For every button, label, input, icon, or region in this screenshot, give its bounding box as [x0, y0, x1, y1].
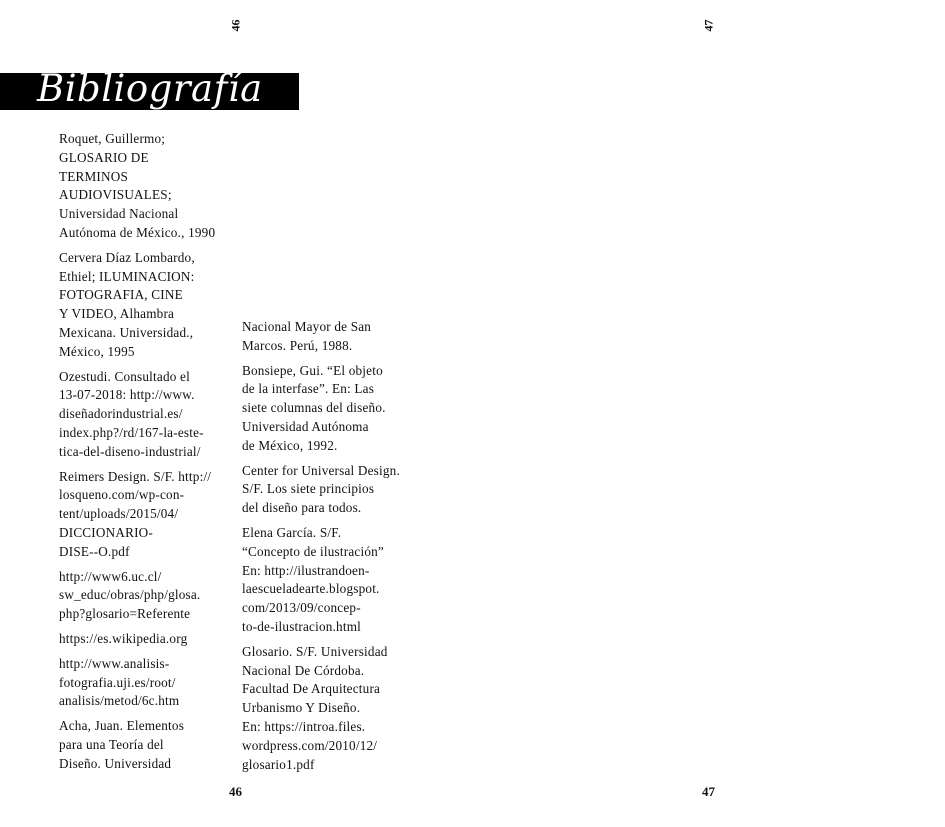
- bibliography-entry: [242, 524, 422, 637]
- entry-line: Reimers Design. S/F. http://: [59, 468, 212, 484]
- bibliography-entry: [59, 717, 237, 773]
- bibliography-entry: [242, 318, 422, 356]
- entry-line: wordpress.com/2010/12/: [242, 737, 378, 753]
- entry-line: de México, 1992.: [242, 437, 338, 453]
- bibliography-column-left: [59, 130, 237, 780]
- entry-line: losqueno.com/wp-con-: [59, 487, 185, 503]
- entry-line: AUDIOVISUALES;: [59, 187, 172, 203]
- entry-line: Universidad Nacional: [59, 206, 179, 222]
- entry-line: Mexicana. Universidad.,: [59, 324, 194, 340]
- entry-line: index.php?/rd/167-la-este-: [59, 424, 204, 440]
- footer-page-number-left: 46: [229, 784, 242, 799]
- top-page-number-right: 47: [701, 19, 716, 32]
- entry-line: DICCIONARIO-: [59, 524, 153, 540]
- entry-line: de la interfase”. En: Las: [242, 381, 375, 397]
- entry-line: http://www.analisis-: [59, 655, 170, 671]
- entry-line: com/2013/09/concep-: [242, 600, 361, 616]
- top-page-number-left: 46: [228, 19, 243, 32]
- title-banner: [0, 67, 299, 110]
- entry-line: Ozestudi. Consultado el: [59, 368, 190, 384]
- entry-line: Diseño. Universidad: [59, 755, 172, 771]
- entry-line: sw_educ/obras/php/glosa.: [59, 587, 201, 603]
- entry-line: Bonsiepe, Gui. “El objeto: [242, 362, 383, 378]
- entry-line: Elena García. S/F.: [242, 524, 342, 540]
- bibliography-entry: [242, 462, 422, 518]
- entry-line: para una Teoría del: [59, 736, 164, 752]
- entry-line: laescueladearte.blogspot.: [242, 581, 380, 597]
- footer-page-number-right: 47: [702, 784, 715, 799]
- bibliography-entry: [242, 362, 422, 456]
- entry-line: https://es.wikipedia.org: [59, 630, 188, 646]
- entry-line: php?glosario=Referente: [59, 606, 191, 622]
- entry-line: Acha, Juan. Elementos: [59, 718, 185, 734]
- entry-line: GLOSARIO DE: [59, 149, 149, 165]
- entry-line: fotografia.uji.es/root/: [59, 674, 176, 690]
- entry-line: Facultad De Arquitectura: [242, 681, 381, 697]
- bibliography-entry: [59, 130, 237, 243]
- entry-line: Ethiel; ILUMINACION:: [59, 268, 195, 284]
- bibliography-entry: [59, 568, 237, 624]
- entry-line: Y VIDEO, Alhambra: [59, 306, 175, 322]
- entry-line: diseñadorindustrial.es/: [59, 406, 183, 422]
- entry-line: En: http://ilustrandoen-: [242, 562, 370, 578]
- entry-line: En: https://introa.files.: [242, 718, 366, 734]
- bibliography-entry: [59, 468, 237, 562]
- entry-line: DISE--O.pdf: [59, 543, 130, 559]
- entry-line: http://www6.uc.cl/: [59, 568, 162, 584]
- entry-line: Nacional Mayor de San: [242, 319, 372, 334]
- entry-line: Autónoma de México., 1990: [59, 224, 216, 240]
- bibliography-entry: [59, 249, 237, 362]
- entry-line: siete columnas del diseño.: [242, 400, 386, 416]
- entry-line: Glosario. S/F. Universidad: [242, 643, 388, 659]
- entry-line: glosario1.pdf: [242, 756, 315, 772]
- entry-line: tent/uploads/2015/04/: [59, 506, 179, 522]
- entry-line: Urbanismo Y Diseño.: [242, 700, 361, 716]
- entry-line: analisis/metod/6c.htm: [59, 693, 180, 709]
- entry-line: Cervera Díaz Lombardo,: [59, 249, 195, 265]
- entry-line: TERMINOS: [59, 168, 129, 184]
- entry-line: FOTOGRAFIA, CINE: [59, 287, 183, 303]
- bibliography-entry: [59, 655, 237, 711]
- entry-line: S/F. Los siete principios: [242, 481, 375, 497]
- entry-line: Universidad Autónoma: [242, 418, 369, 434]
- entry-line: “Concepto de ilustración”: [242, 543, 384, 559]
- entry-line: tica-del-diseno-industrial/: [59, 443, 201, 459]
- entry-line: México, 1995: [59, 343, 135, 359]
- entry-line: to-de-ilustracion.html: [242, 618, 362, 634]
- bibliography-entry: [59, 630, 237, 649]
- section-title: Bibliografía: [37, 67, 263, 110]
- bibliography-entry: [242, 643, 422, 775]
- entry-line: Marcos. Perú, 1988.: [242, 337, 353, 353]
- entry-line: 13-07-2018: http://www.: [59, 387, 195, 403]
- entry-line: Center for Universal Design.: [242, 462, 400, 478]
- entry-line: Roquet, Guillermo;: [59, 131, 166, 146]
- bibliography-entry: [59, 368, 237, 462]
- entry-line: Nacional De Córdoba.: [242, 662, 365, 678]
- bibliography-column-right: [242, 318, 422, 780]
- entry-line: del diseño para todos.: [242, 500, 362, 516]
